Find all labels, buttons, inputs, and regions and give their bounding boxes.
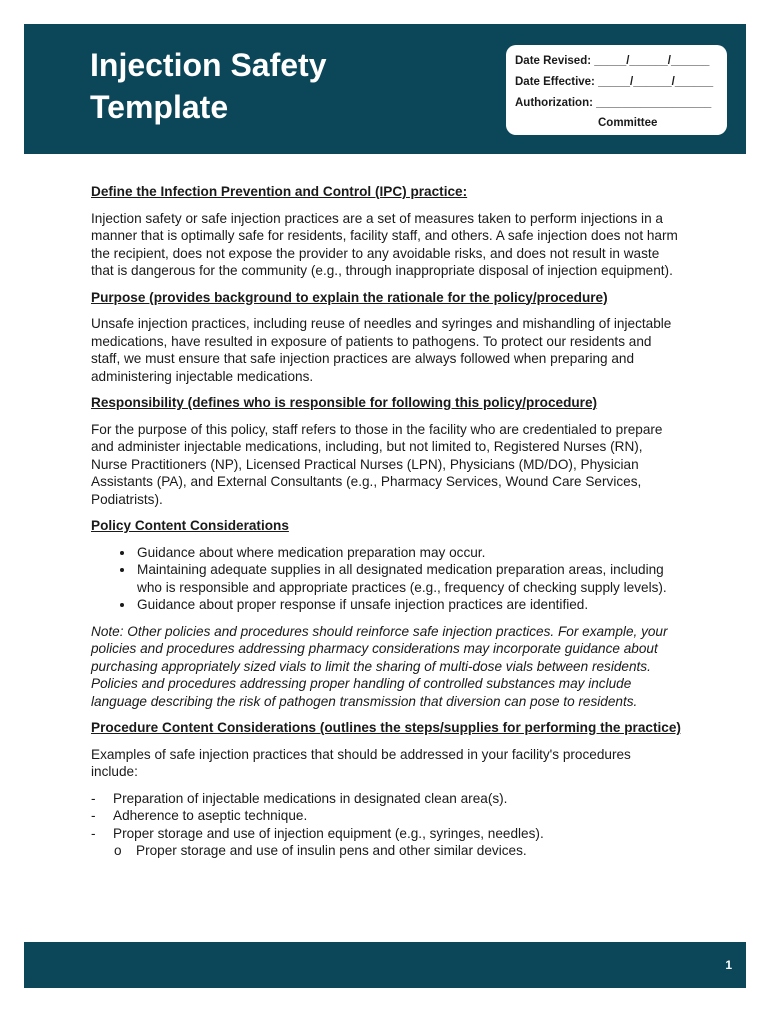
procedure-intro: Examples of safe injection practices that should be addressed in your facility's procedures include:	[91, 746, 631, 779]
purpose-body: Unsafe injection practices, including reuse of needles and syringes and mishandling of injectable medications, have resulted in exposure of patients to pathogens. To protect our residents and staff, we must ensure that safe injection practices are always followed when preparing and administering injectable medications.	[91, 316, 672, 384]
page-title: Injection Safety Template	[90, 47, 327, 125]
purpose-heading: Purpose (provides background to explain the rationale for the policy/procedure)	[91, 289, 608, 305]
list-item: o Proper storage and use of insulin pens and other similar devices.	[114, 843, 527, 858]
list-item: - Adherence to aseptic technique.	[91, 808, 308, 823]
revision-info-box	[506, 45, 727, 135]
policy-bullet-list	[91, 544, 681, 614]
responsibility-heading: Responsibility (defines who is responsible for following this policy/procedure)	[91, 395, 598, 410]
date-effective-field: Date Effective: _____/______/______	[515, 76, 714, 88]
authorization-field: Authorization: __________________	[515, 97, 712, 109]
document-body	[91, 183, 681, 860]
header-banner	[24, 24, 746, 154]
committee-label: Committee	[598, 117, 658, 129]
list-item: • Maintaining adequate supplies in all designated medication preparation areas, including who is responsible and appropriate practices (e.g., frequency of checking supply levels).	[135, 561, 681, 596]
responsibility-body: For the purpose of this policy, staff refers to those in the facility who are credentialed to prepare and administer injectable medications, including, but not limited to, Registered Nurses (RN), Nurse Practitioners (NP), Licensed Practical Nurses (LPN), Physicians (MD/DO), Physician Assistants (PA), and External Consultants (e.g., Pharmacy Services, Wound Care Services, Podiatrists).	[91, 421, 663, 507]
procedure-sub-list	[91, 842, 681, 860]
list-item: - Preparation of injectable medications in designated clean area(s).	[91, 790, 508, 806]
procedure-heading: Procedure Content Considerations (outlines the steps/supplies for performing the practice)	[91, 720, 681, 735]
note-paragraph: Note: Other policies and procedures should reinforce safe injection practices. For example, your policies and procedures addressing pharmacy considerations may incorporate guidance about purchasing appropriately sized vials to limit the sharing of multi-dose vials between residents. Policies and procedures addressing proper handling of controlled substances may include language describing the risk of pathogen transmission that diversion can pose to residents.	[91, 623, 668, 709]
page-number: 1	[725, 958, 732, 972]
list-item: • Guidance about proper response if unsafe injection practices are identified.	[135, 596, 681, 614]
list-item: - Proper storage and use of injection equipment (e.g., syringes, needles). o Proper storage and use of insulin pens and other similar devices.	[91, 825, 681, 860]
footer-banner	[24, 942, 746, 988]
define-heading: Define the Infection Prevention and Control (IPC) practice:	[91, 184, 468, 199]
date-revised-field: Date Revised: _____/______/______	[515, 55, 710, 67]
define-body: Injection safety or safe injection practices are a set of measures taken to perform injections in a manner that is optimally safe for residents, facility staff, and others. A safe injection does not harm the recipient, does not expose the provider to any avoidable risks, and does not result in waste that is dangerous for the community (e.g., through inappropriate disposal of injection equipment).	[91, 210, 678, 278]
policy-heading: Policy Content Considerations	[91, 518, 289, 533]
procedure-list	[91, 790, 681, 860]
list-item: • Guidance about where medication preparation may occur.	[135, 544, 681, 562]
